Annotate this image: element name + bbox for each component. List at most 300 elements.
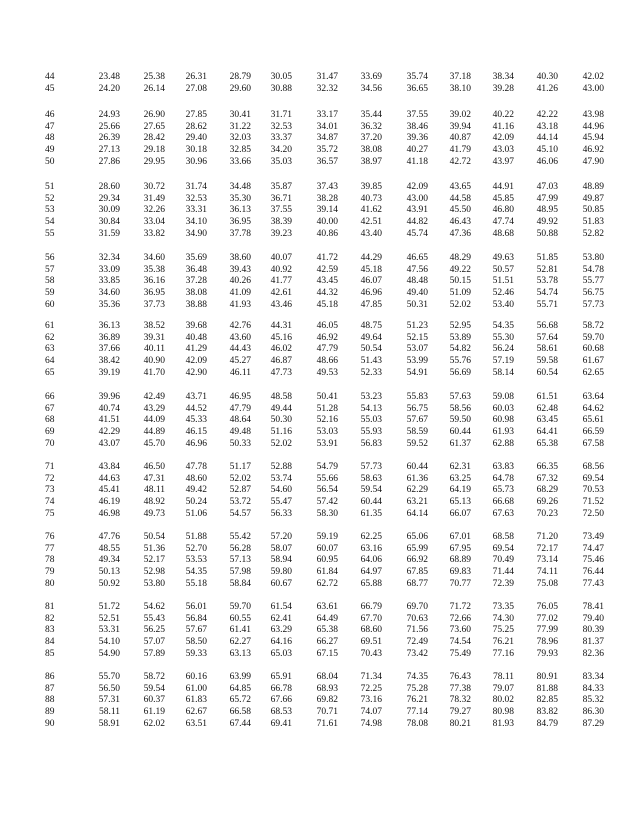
table-cell: 75.25 [492, 625, 514, 636]
table-cell: 49.92 [536, 217, 558, 228]
table-cell: 66.35 [536, 462, 558, 472]
table-cell: 45.18 [360, 264, 382, 275]
table-cell: 67.58 [582, 438, 604, 449]
table-cell: 72.25 [360, 683, 382, 694]
table-cell: 61.35 [360, 508, 382, 519]
table-cell: 57.67 [406, 415, 428, 426]
table-cell: 67.95 [449, 543, 471, 554]
row-group [0, 182, 638, 240]
table-cell: 59.58 [536, 356, 558, 367]
table-cell: 86.30 [582, 707, 604, 718]
table-cell: 36.57 [316, 156, 338, 167]
table-cell: 57.73 [582, 299, 604, 310]
table-cell: 60.03 [492, 403, 514, 414]
table-cell: 47.99 [536, 193, 558, 204]
table-cell: 34.01 [316, 121, 338, 132]
table-cell: 40.22 [492, 110, 514, 120]
row-number: 68 [45, 415, 55, 426]
table-cell: 79.07 [492, 683, 514, 694]
table-cell: 32.26 [143, 205, 165, 216]
table-cell: 33.31 [185, 205, 207, 216]
table-cell: 48.55 [98, 543, 120, 554]
table-cell: 36.95 [143, 288, 165, 299]
table-cell: 58.94 [270, 555, 292, 566]
table-cell: 41.72 [316, 253, 338, 263]
table-cell: 58.72 [582, 321, 604, 331]
table-cell: 33.82 [143, 228, 165, 239]
table-cell: 46.43 [449, 217, 471, 228]
table-cell: 73.42 [406, 648, 428, 659]
table-cell: 52.51 [98, 613, 120, 624]
table-cell: 43.07 [98, 438, 120, 449]
table-cell: 49.87 [582, 193, 604, 204]
table-cell: 37.66 [98, 344, 120, 355]
table-cell: 53.03 [316, 427, 338, 438]
table-cell: 74.54 [449, 637, 471, 648]
table-cell: 55.76 [449, 356, 471, 367]
table-cell: 26.90 [143, 110, 165, 120]
table-cell: 29.40 [185, 133, 207, 144]
table-row [0, 602, 638, 614]
table-cell: 69.82 [316, 695, 338, 706]
table-cell: 38.34 [492, 72, 514, 82]
table-cell: 73.16 [360, 695, 382, 706]
table-cell: 68.58 [492, 532, 514, 542]
table-cell: 77.43 [582, 578, 604, 589]
table-cell: 49.40 [406, 288, 428, 299]
table-cell: 43.00 [582, 83, 604, 94]
row-group [0, 532, 638, 590]
table-cell: 55.03 [360, 415, 382, 426]
table-cell: 55.83 [406, 392, 428, 402]
table-cell: 57.13 [229, 555, 251, 566]
table-cell: 52.15 [406, 332, 428, 343]
table-cell: 59.80 [270, 567, 292, 578]
table-cell: 57.20 [270, 532, 292, 542]
table-cell: 63.51 [185, 718, 207, 729]
table-cell: 60.68 [582, 344, 604, 355]
table-cell: 36.89 [98, 332, 120, 343]
table-cell: 58.84 [229, 578, 251, 589]
table-cell: 30.96 [185, 156, 207, 167]
table-cell: 45.16 [270, 332, 292, 343]
table-cell: 52.81 [536, 264, 558, 275]
table-cell: 61.37 [449, 438, 471, 449]
table-cell: 70.53 [582, 485, 604, 496]
table-cell: 44.09 [143, 415, 165, 426]
table-cell: 65.88 [360, 578, 382, 589]
table-cell: 69.26 [536, 497, 558, 508]
table-cell: 61.41 [229, 625, 251, 636]
table-cell: 62.27 [229, 637, 251, 648]
table-cell: 43.97 [492, 156, 514, 167]
table-cell: 61.51 [536, 392, 558, 402]
table-cell: 54.10 [98, 637, 120, 648]
table-cell: 75.08 [536, 578, 558, 589]
row-number: 49 [45, 145, 55, 156]
table-cell: 42.09 [185, 356, 207, 367]
table-cell: 66.07 [449, 508, 471, 519]
table-cell: 48.11 [143, 485, 165, 496]
table-cell: 48.95 [536, 205, 558, 216]
table-cell: 61.54 [270, 602, 292, 612]
row-number: 76 [45, 532, 55, 542]
table-cell: 44.52 [185, 403, 207, 414]
table-cell: 34.60 [143, 253, 165, 263]
table-cell: 74.30 [492, 613, 514, 624]
table-cell: 60.95 [316, 555, 338, 566]
table-cell: 55.18 [185, 578, 207, 589]
table-cell: 71.72 [449, 602, 471, 612]
table-cell: 68.56 [582, 462, 604, 472]
table-cell: 67.32 [536, 473, 558, 484]
table-cell: 47.36 [449, 228, 471, 239]
table-cell: 58.07 [270, 543, 292, 554]
table-cell: 48.29 [449, 253, 471, 263]
table-cell: 53.89 [449, 332, 471, 343]
table-cell: 46.07 [360, 276, 382, 287]
table-cell: 44.63 [98, 473, 120, 484]
table-cell: 36.48 [185, 264, 207, 275]
table-cell: 44.43 [229, 344, 251, 355]
table-cell: 32.03 [229, 133, 251, 144]
table-cell: 31.71 [270, 110, 292, 120]
table-cell: 51.51 [492, 276, 514, 287]
table-cell: 52.46 [492, 288, 514, 299]
table-cell: 39.28 [492, 83, 514, 94]
row-number: 60 [45, 299, 55, 310]
table-cell: 56.01 [185, 602, 207, 612]
table-cell: 78.96 [536, 637, 558, 648]
table-cell: 60.54 [536, 367, 558, 378]
table-cell: 43.65 [449, 182, 471, 192]
row-number: 48 [45, 133, 55, 144]
table-cell: 52.87 [229, 485, 251, 496]
table-cell: 54.78 [582, 264, 604, 275]
row-group [0, 602, 638, 660]
table-cell: 69.41 [270, 718, 292, 729]
table-cell: 62.02 [143, 718, 165, 729]
table-cell: 39.02 [449, 110, 471, 120]
table-row [0, 300, 638, 312]
table-cell: 47.73 [270, 367, 292, 378]
table-cell: 38.97 [360, 156, 382, 167]
table-cell: 57.63 [449, 392, 471, 402]
table-cell: 59.19 [316, 532, 338, 542]
table-cell: 34.87 [316, 133, 338, 144]
table-cell: 50.24 [185, 497, 207, 508]
table-cell: 57.67 [185, 625, 207, 636]
table-cell: 39.14 [316, 205, 338, 216]
table-cell: 76.44 [582, 567, 604, 578]
table-cell: 54.35 [492, 321, 514, 331]
table-cell: 66.58 [229, 707, 251, 718]
table-cell: 27.86 [98, 156, 120, 167]
table-cell: 47.76 [98, 532, 120, 542]
table-cell: 39.43 [229, 264, 251, 275]
table-cell: 37.73 [143, 299, 165, 310]
table-cell: 46.15 [185, 427, 207, 438]
row-number: 51 [45, 182, 55, 192]
table-cell: 50.15 [449, 276, 471, 287]
table-cell: 61.84 [316, 567, 338, 578]
row-number: 90 [45, 718, 55, 729]
table-cell: 82.85 [536, 695, 558, 706]
table-cell: 39.94 [449, 121, 471, 132]
table-row [0, 194, 638, 206]
table-row [0, 157, 638, 169]
table-cell: 34.56 [360, 83, 382, 94]
table-row [0, 719, 638, 731]
table-cell: 51.72 [98, 602, 120, 612]
table-cell: 62.31 [449, 462, 471, 472]
table-cell: 37.18 [449, 72, 471, 82]
table-cell: 53.91 [316, 438, 338, 449]
table-cell: 78.11 [492, 672, 514, 682]
table-cell: 65.38 [316, 625, 338, 636]
table-cell: 54.60 [270, 485, 292, 496]
row-number: 57 [45, 264, 55, 275]
table-cell: 41.26 [536, 83, 558, 94]
table-cell: 73.49 [582, 532, 604, 542]
table-cell: 46.98 [98, 508, 120, 519]
table-cell: 83.82 [536, 707, 558, 718]
table-cell: 51.36 [143, 543, 165, 554]
table-row [0, 497, 638, 509]
table-cell: 68.93 [316, 683, 338, 694]
table-cell: 53.72 [229, 497, 251, 508]
table-cell: 51.23 [406, 321, 428, 331]
table-cell: 68.77 [406, 578, 428, 589]
table-cell: 62.72 [316, 578, 338, 589]
table-row [0, 182, 638, 194]
row-group [0, 253, 638, 311]
table-cell: 50.88 [536, 228, 558, 239]
table-cell: 60.16 [185, 672, 207, 682]
table-cell: 43.91 [406, 205, 428, 216]
table-cell: 52.33 [360, 367, 382, 378]
table-cell: 48.48 [406, 276, 428, 287]
table-cell: 51.09 [449, 288, 471, 299]
table-cell: 48.66 [316, 356, 338, 367]
table-row [0, 122, 638, 134]
table-cell: 56.54 [316, 485, 338, 496]
table-cell: 53.23 [360, 392, 382, 402]
table-cell: 44.82 [406, 217, 428, 228]
table-cell: 40.87 [449, 133, 471, 144]
table-cell: 35.87 [270, 182, 292, 192]
table-cell: 64.14 [406, 508, 428, 519]
table-cell: 58.50 [185, 637, 207, 648]
table-row [0, 265, 638, 277]
table-cell: 56.28 [229, 543, 251, 554]
row-number: 59 [45, 288, 55, 299]
table-cell: 36.32 [360, 121, 382, 132]
table-cell: 30.09 [98, 205, 120, 216]
table-cell: 34.10 [185, 217, 207, 228]
table-row [0, 133, 638, 145]
table-cell: 46.65 [406, 253, 428, 263]
table-cell: 38.08 [360, 145, 382, 156]
table-cell: 67.44 [229, 718, 251, 729]
table-cell: 36.16 [143, 276, 165, 287]
table-cell: 40.90 [143, 356, 165, 367]
table-cell: 69.83 [449, 567, 471, 578]
table-cell: 46.92 [316, 332, 338, 343]
table-cell: 41.16 [492, 121, 514, 132]
table-cell: 77.38 [449, 683, 471, 694]
table-cell: 32.53 [270, 121, 292, 132]
table-cell: 83.34 [582, 672, 604, 682]
table-cell: 60.44 [449, 427, 471, 438]
table-row [0, 229, 638, 241]
table-cell: 58.91 [98, 718, 120, 729]
table-row [0, 84, 638, 96]
table-cell: 69.70 [406, 602, 428, 612]
table-cell: 28.79 [229, 72, 251, 82]
table-cell: 59.70 [582, 332, 604, 343]
table-cell: 55.70 [98, 672, 120, 682]
row-number: 62 [45, 332, 55, 343]
table-cell: 64.85 [229, 683, 251, 694]
table-cell: 48.68 [492, 228, 514, 239]
table-cell: 78.08 [406, 718, 428, 729]
table-cell: 49.42 [185, 485, 207, 496]
table-cell: 73.35 [492, 602, 514, 612]
table-cell: 30.84 [98, 217, 120, 228]
table-cell: 56.25 [143, 625, 165, 636]
table-cell: 70.43 [360, 648, 382, 659]
table-cell: 35.44 [360, 110, 382, 120]
table-cell: 40.26 [229, 276, 251, 287]
table-cell: 54.90 [98, 648, 120, 659]
table-cell: 57.89 [143, 648, 165, 659]
table-row [0, 217, 638, 229]
table-cell: 50.41 [316, 392, 338, 402]
table-row [0, 625, 638, 637]
table-cell: 63.13 [229, 648, 251, 659]
table-cell: 68.89 [449, 555, 471, 566]
table-cell: 35.30 [229, 193, 251, 204]
table-cell: 40.92 [270, 264, 292, 275]
table-cell: 48.92 [143, 497, 165, 508]
table-cell: 48.64 [229, 415, 251, 426]
table-cell: 26.31 [185, 72, 207, 82]
table-cell: 46.19 [98, 497, 120, 508]
table-cell: 55.77 [582, 276, 604, 287]
row-number: 70 [45, 438, 55, 449]
row-number: 69 [45, 427, 55, 438]
table-cell: 47.79 [229, 403, 251, 414]
table-cell: 26.14 [143, 83, 165, 94]
table-cell: 42.72 [449, 156, 471, 167]
table-cell: 35.72 [316, 145, 338, 156]
table-row [0, 333, 638, 345]
table-cell: 36.13 [98, 321, 120, 331]
table-cell: 69.54 [582, 473, 604, 484]
table-row [0, 205, 638, 217]
table-cell: 71.44 [492, 567, 514, 578]
table-cell: 49.53 [316, 367, 338, 378]
table-cell: 54.74 [536, 288, 558, 299]
table-cell: 64.62 [582, 403, 604, 414]
table-cell: 29.34 [98, 193, 120, 204]
table-cell: 73.14 [536, 555, 558, 566]
table-cell: 47.85 [360, 299, 382, 310]
row-group [0, 672, 638, 730]
table-cell: 73.60 [449, 625, 471, 636]
table-cell: 53.74 [270, 473, 292, 484]
row-number: 73 [45, 485, 55, 496]
row-number: 50 [45, 156, 55, 167]
table-cell: 61.19 [143, 707, 165, 718]
table-cell: 54.62 [143, 602, 165, 612]
table-cell: 60.44 [360, 497, 382, 508]
table-cell: 45.27 [229, 356, 251, 367]
table-cell: 56.68 [536, 321, 558, 331]
table-cell: 51.06 [185, 508, 207, 519]
table-cell: 45.50 [449, 205, 471, 216]
table-cell: 62.25 [360, 532, 382, 542]
table-cell: 46.05 [316, 321, 338, 331]
row-group [0, 110, 638, 168]
table-cell: 54.82 [449, 344, 471, 355]
table-cell: 27.13 [98, 145, 120, 156]
table-cell: 68.53 [270, 707, 292, 718]
table-cell: 63.64 [582, 392, 604, 402]
table-cell: 63.99 [229, 672, 251, 682]
table-cell: 63.45 [536, 415, 558, 426]
table-cell: 38.39 [270, 217, 292, 228]
table-cell: 43.03 [492, 145, 514, 156]
table-cell: 46.92 [582, 145, 604, 156]
table-cell: 50.54 [360, 344, 382, 355]
table-cell: 74.11 [536, 567, 558, 578]
row-number: 79 [45, 567, 55, 578]
table-cell: 38.46 [406, 121, 428, 132]
table-cell: 29.60 [229, 83, 251, 94]
table-cell: 50.92 [98, 578, 120, 589]
table-cell: 33.17 [316, 110, 338, 120]
table-cell: 41.18 [406, 156, 428, 167]
table-cell: 43.40 [360, 228, 382, 239]
table-cell: 33.85 [98, 276, 120, 287]
table-cell: 66.59 [582, 427, 604, 438]
table-cell: 67.15 [316, 648, 338, 659]
table-cell: 57.42 [316, 497, 338, 508]
table-cell: 62.41 [270, 613, 292, 624]
row-number: 72 [45, 473, 55, 484]
table-cell: 25.38 [143, 72, 165, 82]
table-cell: 38.42 [98, 356, 120, 367]
table-cell: 54.79 [316, 462, 338, 472]
table-cell: 62.29 [406, 485, 428, 496]
table-cell: 38.08 [185, 288, 207, 299]
table-row [0, 368, 638, 380]
table-row [0, 415, 638, 427]
table-cell: 66.79 [360, 602, 382, 612]
table-cell: 42.90 [185, 367, 207, 378]
table-cell: 35.74 [406, 72, 428, 82]
table-cell: 52.70 [185, 543, 207, 554]
table-cell: 50.33 [229, 438, 251, 449]
table-cell: 59.33 [185, 648, 207, 659]
table-cell: 70.49 [492, 555, 514, 566]
table-row [0, 684, 638, 696]
table-cell: 43.84 [98, 462, 120, 472]
table-cell: 60.37 [143, 695, 165, 706]
table-cell: 65.03 [270, 648, 292, 659]
